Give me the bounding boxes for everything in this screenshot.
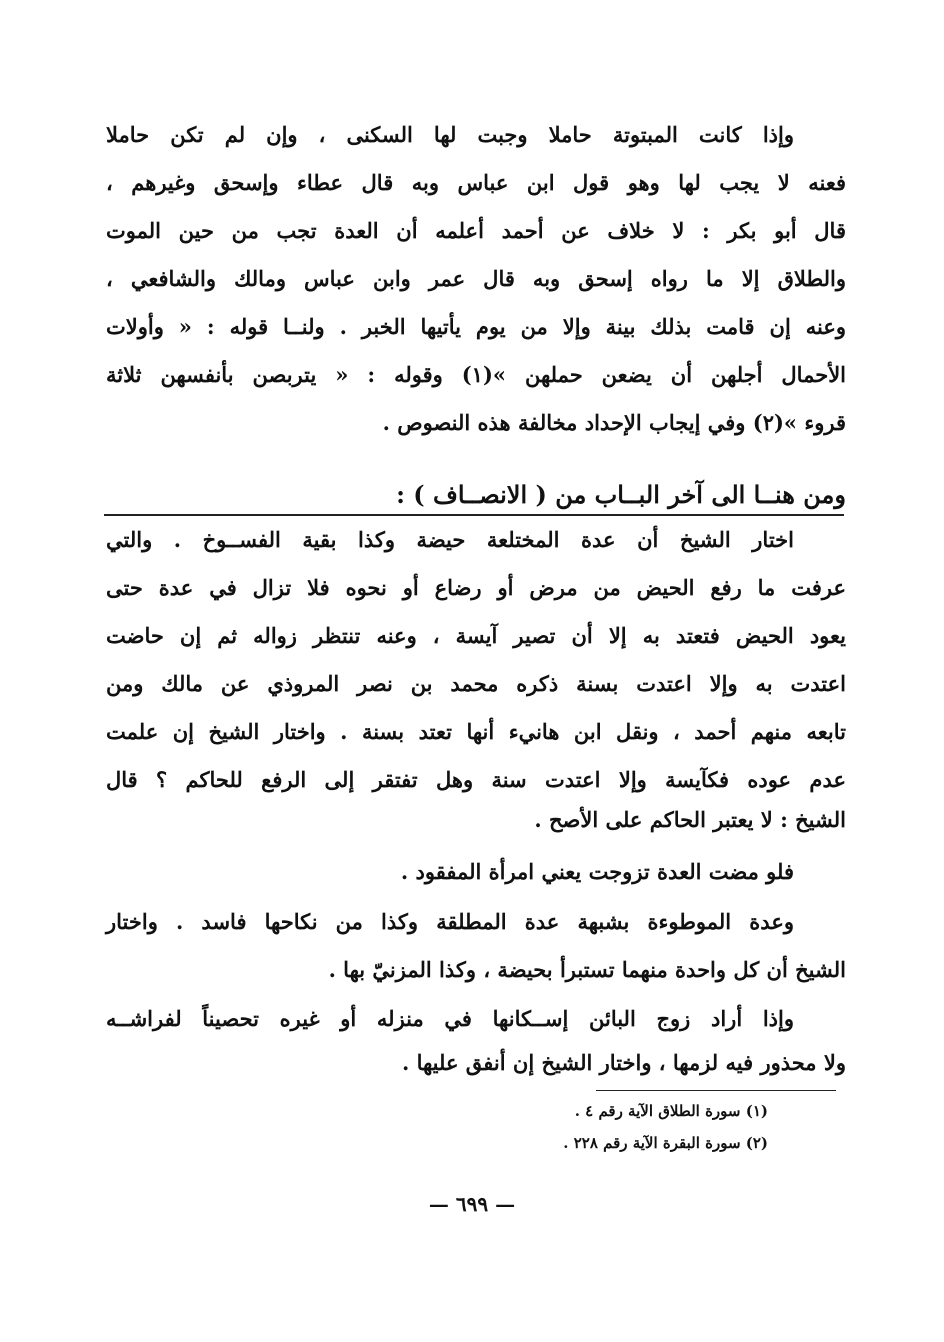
text-line: فلو مضت العدة تزوجت يعني امرأة المفقود . — [400, 859, 794, 884]
footnote-separator — [596, 1090, 836, 1091]
text-line: الشيخ : لا يعتبر الحاكم على الأصح . — [534, 807, 846, 832]
footnote-2: (٢) سورة البقرة الآية رقم ٢٢٨ . — [563, 1134, 768, 1152]
text-line: عدم عوده فكآيسة وإلا اعتدت سنة وهل تفتقر إلى الرفع للحاكم ؟ قال — [106, 767, 846, 792]
text-line: الشيخ أن كل واحدة منهما تستبرأ بحيضة ، وكذا المزنيّ بها . — [328, 957, 846, 982]
text-line: اختار الشيخ أن عدة المختلعة حيضة وكذا بقية الفســوخ . والتي — [106, 527, 794, 552]
paragraph-top — [106, 120, 846, 460]
text-line: وعدة الموطوءة بشبهة عدة المطلقة وكذا من نكاحها فاسد . واختار — [106, 909, 794, 934]
text-line: والطلاق إلا ما رواه إسحق وبه قال عمر وابن عباس ومالك والشافعي ، — [106, 266, 846, 291]
paragraph-b — [106, 857, 846, 897]
text-line: عرفت ما رفع الحيض من مرض أو رضاع أو نحوه فلا تزال في عدة حتى — [106, 575, 846, 600]
text-line: يعود الحيض فتعتد به إلا أن تصير آيسة ، وعنه تنتظر زواله ثم إن حاضت — [106, 623, 846, 648]
text-line: قروء »(٢) وفي إيجاب الإحداد مخالفة هذه النصوص . — [382, 410, 846, 435]
text-line: قال أبو بكر : لا خلاف عن أحمد أعلمه أن العدة تجب من حين الموت — [106, 218, 846, 243]
page-number: — ٦٩٩ — — [428, 1192, 516, 1216]
text-line: فعنه لا يجب لها وهو قول ابن عباس وبه قال عطاء وإسحق وغيرهم ، — [106, 170, 846, 195]
section-heading: ومن هنــا الى آخر البــاب من ( الانصــاف ) : — [396, 480, 846, 509]
footnote-1: (١) سورة الطلاق الآية رقم ٤ . — [574, 1102, 768, 1120]
paragraph-d — [106, 1004, 846, 1084]
paragraph-c — [106, 907, 846, 997]
text-line: الأحمال أجلهن أن يضعن حملهن »(١) وقوله : « يتربصن بأنفسهن ثلاثة — [106, 362, 847, 387]
paragraph-a — [106, 525, 846, 865]
text-line: وإذا كانت المبتوتة حاملا وجبت لها السكنى ، وإن لم تكن حاملا — [106, 122, 794, 147]
text-line: اعتدت به وإلا اعتدت بسنة ذكره محمد بن نصر المروذي عن مالك ومن — [106, 671, 846, 696]
text-line: وعنه إن قامت بذلك بينة وإلا من يوم يأتيها الخبر . ولنــا قوله : « وأولات — [106, 314, 846, 339]
text-line: تابعه منهم أحمد ، ونقل ابن هانيء أنها تعتد بسنة . واختار الشيخ إن علمت — [106, 719, 846, 744]
text-line: وإذا أراد زوج البائن إســكانها في منزله أو غيره تحصيناً لفراشــه — [106, 1006, 794, 1031]
text-line: ولا محذور فيه لزمها ، واختار الشيخ إن أنفق عليها . — [401, 1050, 846, 1075]
heading-underline — [104, 514, 844, 516]
